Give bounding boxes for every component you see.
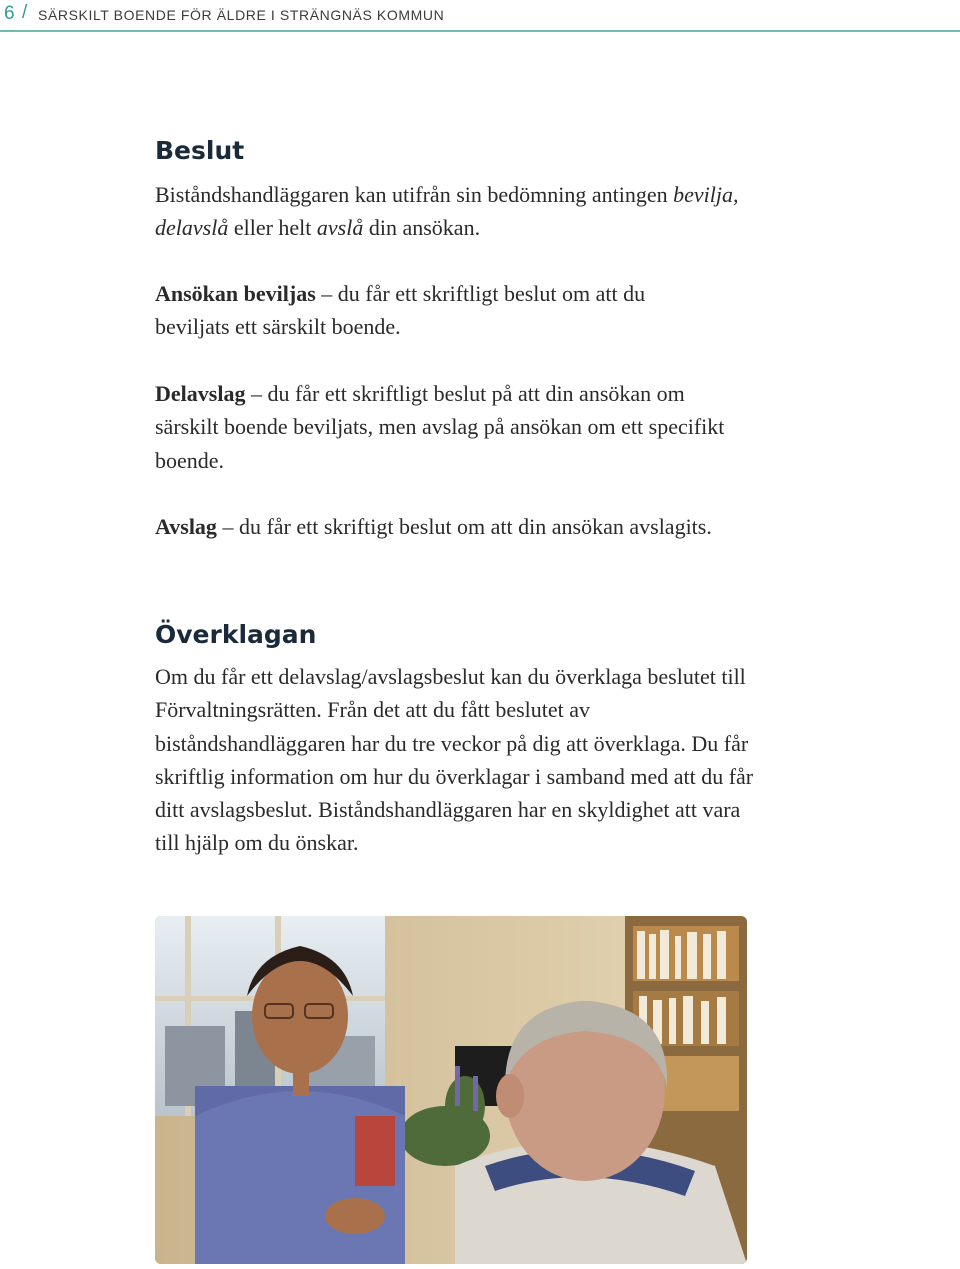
paragraph-overklagan: Om du får ett delavslag/avslagsbeslut kan du överklaga beslutet till Förvaltningsrätten. Från det att du fått beslutet av biståndshandläggaren har du tre veckor på dig att överklaga. Du får skriftlig information om hur du överklagar i samband med att du får ditt avslagsbeslut. Biståndshandläggaren har en skyldighet att vara till hjälp om du önskar. [155, 664, 754, 856]
intro-text-1: Biståndshandläggaren kan utifrån sin bedömning antingen [155, 182, 674, 207]
photo-caregiver-and-resident [155, 916, 747, 1264]
term-delavslag: Delavslag [155, 381, 246, 406]
paragraph-ansokan-beviljas [155, 277, 715, 344]
paragraph-delavslag [155, 377, 735, 477]
term-ansokan-beviljas: Ansökan beviljas [155, 281, 316, 306]
text-avslag: – du får ett skriftigt beslut om att din ansökan avslagits. [216, 514, 712, 539]
intro-emphasis-2: avslå [316, 215, 364, 241]
intro-text-3: din ansökan. [363, 215, 481, 241]
paragraph-intro [155, 178, 755, 245]
running-title: SÄRSKILT BOENDE FÖR ÄLDRE I STRÄNGNÄS KOMMUN [38, 7, 445, 23]
intro-emphasis-1: bevilja, delavslå [155, 182, 739, 241]
header-separator: / [22, 2, 28, 23]
term-avslag: Avslag [155, 514, 217, 539]
photo-illustration [155, 916, 747, 1264]
page-header [0, 0, 960, 32]
heading-overklagan: Överklagan [155, 620, 317, 649]
page-number: 6 [4, 3, 15, 24]
text-delavslag: – du får ett skriftligt beslut på att din ansökan om särskilt boende beviljats, men avslag på ansökan om ett specifikt boende. [155, 381, 725, 473]
paragraph-avslag [155, 510, 715, 543]
intro-text-2: eller helt [228, 215, 317, 241]
heading-beslut: Beslut [155, 136, 245, 165]
text-ansokan-beviljas: – du får ett skriftligt beslut om att du beviljats ett särskilt boende. [155, 281, 646, 340]
